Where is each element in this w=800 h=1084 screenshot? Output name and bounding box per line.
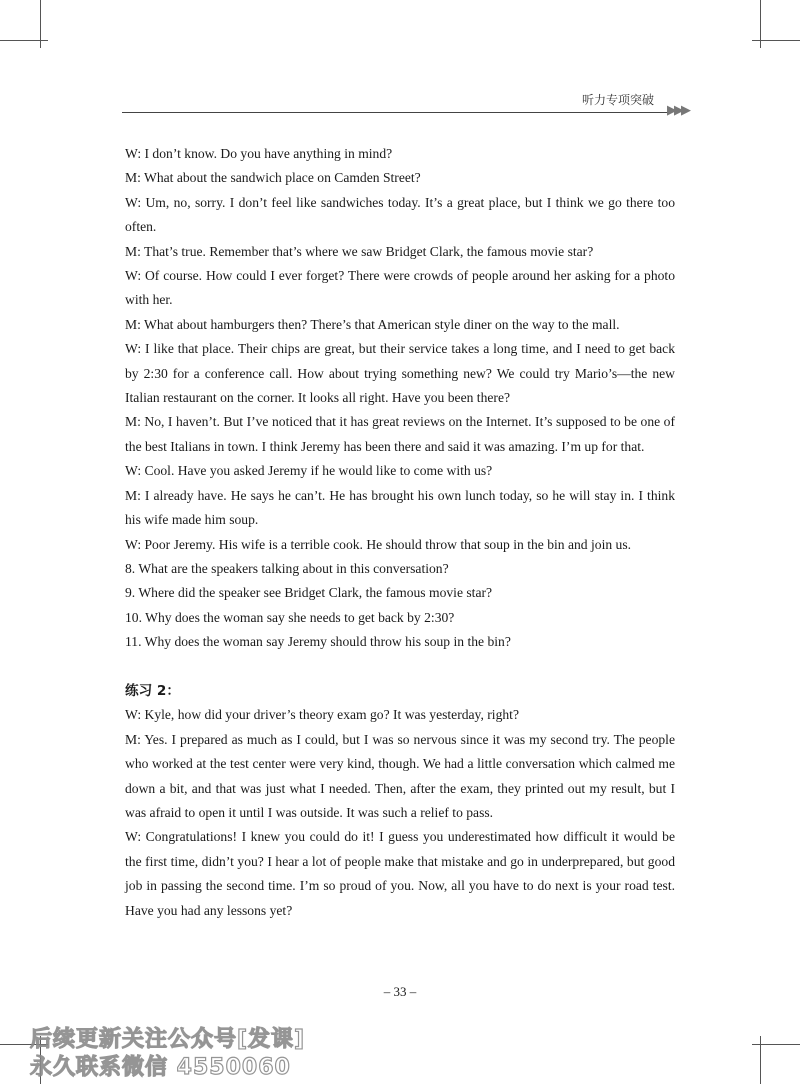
crop-mark-br-h [752, 1044, 800, 1045]
dialogue-line: M: What about the sandwich place on Camden Street? [125, 170, 421, 186]
dialogue-line: W: Cool. Have you asked Jeremy if he would like to come with us? [125, 463, 493, 479]
dialogue-line: W: Poor Jeremy. His wife is a terrible cook. He should throw that soup in the bin and join us. [125, 536, 632, 552]
dialogue-line: W: I like that place. Their chips are great, but their service takes a long time, and I need to get back by 2:30 for a conference call. How about trying something new? We could try Mario’s—the new Italian restaurant on the corner. It looks all right. Have you been there? [125, 341, 675, 406]
document-body [125, 142, 675, 923]
question-item: 11. Why does the woman say Jeremy should throw his soup in the bin? [125, 634, 511, 650]
question-item: 9. Where did the speaker see Bridget Clark, the famous movie star? [125, 585, 493, 601]
dialogue-line: M: What about hamburgers then? There’s that American style diner on the way to the mall. [125, 316, 620, 332]
dialogue-line: M: No, I haven’t. But I’ve noticed that it has great reviews on the Internet. It’s supposed to be one of the best Italians in town. I think Jeremy has been there and said it was amazing. I’m up for that. [125, 414, 675, 454]
dialogue-line: W: Of course. How could I ever forget? There were crowds of people around her asking for a photo with her. [125, 268, 675, 308]
dialogue-line: M: That’s true. Remember that’s where we saw Bridget Clark, the famous movie star? [125, 243, 594, 259]
dialogue-line: W: Kyle, how did your driver’s theory exam go? It was yesterday, right? [125, 707, 519, 723]
question-item: 8. What are the speakers talking about in this conversation? [125, 560, 449, 576]
dialogue-line: W: Um, no, sorry. I don’t feel like sandwiches today. It’s a great place, but I think we go there too often. [125, 194, 675, 235]
section-heading: 练习 2： [125, 682, 180, 699]
header-rule [122, 112, 670, 113]
crop-mark-tr-h [752, 40, 800, 41]
page-number: – 33 – [383, 984, 417, 999]
dialogue-line: M: Yes. I prepared as much as I could, but I was so nervous since it was my second try. The people who worked at the test center were very kind, though. We had a little conversation which calmed me down a bit, and that was just what I needed. Then, after the exam, they printed out my result, but I was afraid to open it until I was outside. It was such a relief to pass. [125, 731, 675, 820]
watermark-line-2: 永久联系微信 4550060 [30, 1055, 291, 1080]
dialogue-line: M: I already have. He says he can’t. He has brought his own lunch today, so he will stay in. I think his wife made him soup. [125, 487, 675, 528]
crop-mark-tl-h [0, 40, 48, 41]
watermark-line-1: 后续更新关注公众号[发课] [30, 1027, 306, 1052]
running-header-title: 听力专项突破 [581, 93, 654, 107]
dialogue-line: W: I don’t know. Do you have anything in mind? [125, 146, 393, 161]
header-arrow-icons: ▶▶▶ [667, 103, 688, 118]
dialogue-line: W: Congratulations! I knew you could do it! I guess you underestimated how difficult it would be the first time, didn’t you? I hear a lot of people make that mistake and go in underprepared, but good job in passing the second time. I’m so proud of you. Now, all you have to do next is your road test. Have you had any lessons yet? [125, 829, 675, 918]
question-item: 10. Why does the woman say she needs to get back by 2:30? [125, 609, 455, 625]
